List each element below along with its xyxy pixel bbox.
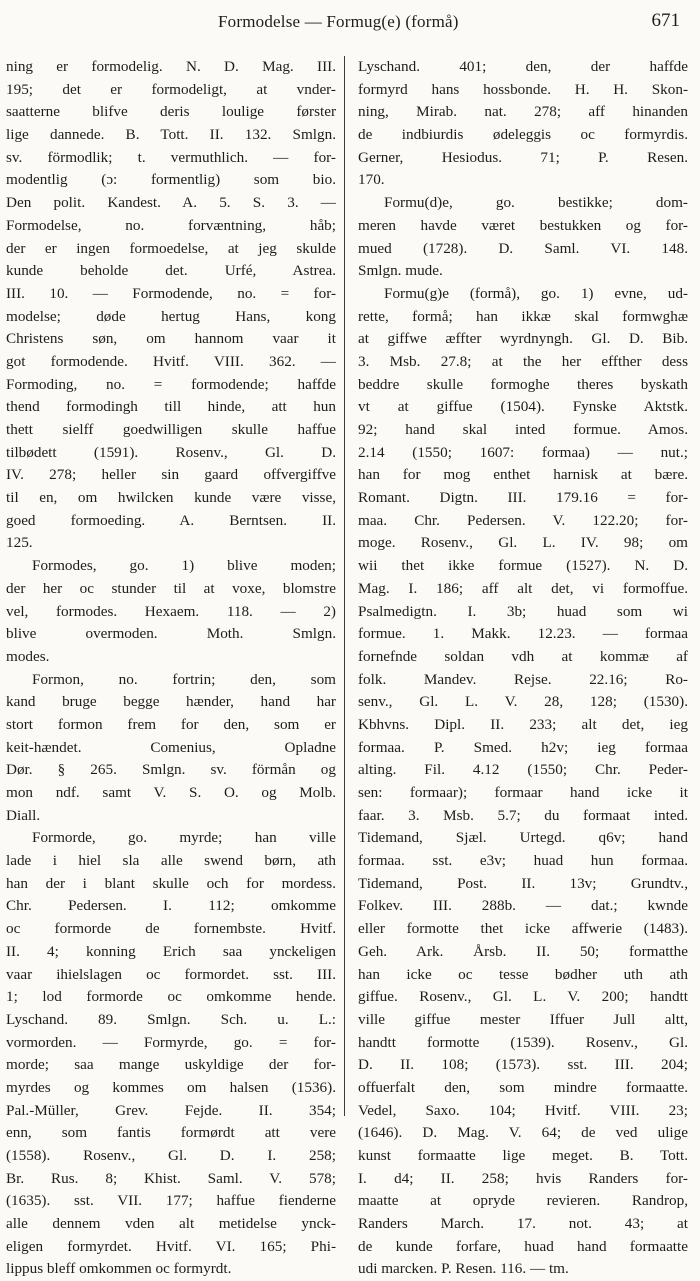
- text-line: enn, som fantis formørdt att vere: [6, 1124, 336, 1142]
- text-line: formaa. P. Smed. h2v; ieg formaa: [358, 738, 688, 756]
- text-line: modes.: [6, 647, 50, 665]
- text-line: formue. 1. Makk. 12.23. — formaa: [358, 625, 688, 643]
- text-line: Mag. I. 186; aff alt det, vi formoffue.: [358, 579, 688, 597]
- text-line: rette, formå; han ikkæ skal formwghæ: [358, 307, 688, 325]
- text-line: vel, formodes. Hexaem. 118. — 2): [6, 602, 336, 620]
- text-line: D. II. 108; (1573). sst. III. 204;: [358, 1056, 688, 1074]
- text-line: til en, om hwilcken kunde være visse,: [6, 489, 336, 507]
- text-line: udi marcken. P. Resen. 116. — tm.: [358, 1260, 569, 1278]
- text-line: ning, Mirab. nat. 278; aff hinanden: [358, 103, 688, 121]
- text-line: III. 10. — Formodende, no. = for-: [6, 284, 336, 302]
- text-line: ville giffue mester Iffuer Jull altt,: [358, 1010, 688, 1028]
- text-line: Formoding, no. = formodende; haffde: [6, 375, 336, 393]
- text-line: Smlgn. mude.: [358, 262, 443, 280]
- text-line: Formodes, go. 1) blive moden;: [32, 557, 336, 575]
- text-line: (1646). D. Mag. V. 64; de ved ulige: [358, 1124, 688, 1142]
- text-line: Christens søn, om hannom vaar it: [6, 330, 336, 348]
- text-line: (1635). sst. VII. 177; haffue fienderne: [6, 1192, 336, 1210]
- text-line: I. d4; II. 258; hvis Randers for-: [358, 1169, 688, 1187]
- text-line: alle dennem vden alt metidelse ynck-: [6, 1215, 336, 1233]
- text-line: Dør. § 265. Smlgn. sv. förmån og: [6, 761, 336, 779]
- text-line: Formon, no. fortrin; den, som: [32, 670, 336, 688]
- text-line: Pal.-Müller, Grev. Fejde. II. 354;: [6, 1101, 336, 1119]
- text-line: de indbiurdis ødeleggis oc formyrdis.: [358, 126, 688, 144]
- text-line: got formodende. Hvitf. VIII. 362. —: [6, 352, 336, 370]
- text-line: beddre skulle formoghe theres byskath: [358, 375, 688, 393]
- text-line: saatterne blifve deris loulige førster: [6, 103, 336, 121]
- text-line: Lyschand. 89. Smlgn. Sch. u. L.:: [6, 1010, 336, 1028]
- text-line: myrdes og kommes om halsen (1536).: [6, 1078, 336, 1096]
- page-header: [0, 0, 700, 46]
- text-line: 92; hand skal inted formue. Amos.: [358, 421, 688, 438]
- text-line: oc formorde de fornembste. Hvitf.: [6, 920, 336, 938]
- text-line: lige dannede. B. Tott. II. 132. Smlgn.: [6, 126, 336, 144]
- text-line: Chr. Pedersen. I. 112; omkomme: [6, 897, 336, 915]
- text-line: tilbødett (1591). Rosenv., Gl. D.: [6, 443, 336, 461]
- text-line: at giffwe æffter wyrdnyngh. Gl. D. Bib.: [358, 330, 688, 348]
- text-line: maatte at opryde revieren. Randrop,: [358, 1192, 688, 1210]
- text-line: handtt formotte (1539). Rosenv., Gl.: [358, 1033, 688, 1051]
- text-line: Lyschand. 401; den, der haffde: [358, 58, 688, 75]
- text-line: 195; det er formodeligt, at vnder-: [6, 80, 336, 98]
- text-line: kand bruge begge hænder, hand har: [6, 693, 336, 711]
- text-line: IV. 278; heller sin gaard offvergiffve: [6, 466, 336, 484]
- text-line: Formodelse, no. forvæntning, håb;: [6, 216, 336, 234]
- text-line: mued (1728). D. Saml. VI. 148.: [358, 239, 688, 257]
- text-line: stort formon frem for den, som er: [6, 715, 336, 733]
- text-line: fornefnde soldan vdh at kommæ af: [358, 647, 688, 665]
- text-line: han icke oc tesse bødher uth ath: [358, 965, 688, 983]
- text-line: Kbhvns. Dipl. II. 233; alt det, ieg: [358, 715, 688, 733]
- text-line: moge. Rosenv., Gl. L. IV. 98; om: [358, 534, 688, 552]
- text-line: II. 4; konning Erich saa ynckeligen: [6, 942, 336, 960]
- text-line: blive overmoden. Moth. Smlgn.: [6, 625, 336, 643]
- text-line: Diall.: [6, 806, 41, 824]
- text-line: sen: formaar); formaar hand icke it: [358, 784, 688, 801]
- running-head: Formodelse — Formug(e) (formå): [218, 12, 459, 31]
- text-line: 170.: [358, 171, 385, 189]
- text-line: Tidemand, Post. II. 13v; Grundtv.,: [358, 874, 688, 892]
- text-line: thett sielff goedwilligen skulle haffue: [6, 421, 336, 438]
- text-line: meren havde været bestukken og for-: [358, 216, 688, 234]
- text-line: sv. förmodlik; t. vermuthlich. — for-: [6, 148, 336, 166]
- text-line: vt at giffue (1504). Fynske Aktstk.: [358, 398, 688, 416]
- text-line: alting. Fil. 4.12 (1550; Chr. Peder-: [358, 761, 688, 779]
- column-divider: [344, 56, 345, 1116]
- text-line: ning er formodelig. N. D. Mag. III.: [6, 58, 336, 75]
- text-line: Folkev. III. 288b. — dat.; kwnde: [358, 897, 688, 915]
- text-line: modentlig (ɔ: formentlig) som bio.: [6, 171, 336, 189]
- text-line: mon ndf. samt V. S. O. og Molb.: [6, 784, 336, 801]
- text-line: Geh. Ark. Årsb. II. 50; formatthe: [358, 942, 688, 960]
- text-line: folk. Mandev. Rejse. 22.16; Ro-: [358, 670, 688, 688]
- text-line: modelse; døde hertug Hans, kong: [6, 307, 336, 325]
- text-line: Den polit. Kandest. A. 5. S. 3. —: [6, 194, 336, 212]
- text-line: faar. 3. Msb. 5.7; du formaat inted.: [358, 806, 688, 824]
- text-line: Gerner, Hesiodus. 71; P. Resen.: [358, 148, 688, 166]
- text-line: goed formoeding. A. Berntsen. II.: [6, 511, 336, 529]
- text-line: der er ingen formoedelse, at jeg skulde: [6, 239, 336, 257]
- text-line: keit-hændet. Comenius, Opladne: [6, 738, 336, 756]
- right-column: [358, 56, 688, 1281]
- text-line: 2.14 (1550; 1607: formaa) — nut.;: [358, 443, 688, 461]
- text-line: Psalmedigtn. I. 3b; huad som wi: [358, 602, 688, 620]
- text-line: de kunde forfare, huad hand formaatte: [358, 1237, 688, 1255]
- text-line: vaar ihielslagen oc formordet. sst. III.: [6, 965, 336, 983]
- text-line: (1558). Rosenv., Gl. D. I. 258;: [6, 1147, 336, 1164]
- text-line: formyrd hans hossbonde. H. H. Skon-: [358, 80, 688, 98]
- text-line: eller formotte thet icke affwerie (1483).: [358, 920, 688, 938]
- text-line: kunde beholde det. Urfé, Astrea.: [6, 262, 336, 280]
- text-line: eligen formyrdet. Hvitf. VI. 165; Phi-: [6, 1237, 336, 1255]
- text-line: lippus bleff omkommen oc formyrdt.: [6, 1260, 232, 1278]
- text-line: morde; saa mange uskyldige der for-: [6, 1056, 336, 1074]
- text-line: wii thet ikke formue (1527). N. D.: [358, 557, 688, 575]
- text-line: Br. Rus. 8; Khist. Saml. V. 578;: [6, 1169, 336, 1187]
- text-line: maa. Chr. Pedersen. V. 122.20; for-: [358, 511, 688, 529]
- text-line: Romant. Digtn. III. 179.16 = for-: [358, 489, 688, 507]
- text-line: kunst formaatte lige meget. B. Tott.: [358, 1147, 688, 1164]
- left-column: [6, 56, 336, 1281]
- text-line: Formu(g)e (formå), go. 1) evne, ud-: [384, 284, 688, 302]
- text-line: 125.: [6, 534, 33, 552]
- text-line: Vedel, Saxo. 104; Hvitf. VIII. 23;: [358, 1101, 688, 1119]
- text-line: 3. Msb. 27.8; at the her effther dess: [358, 352, 688, 370]
- text-line: vormorden. — Formyrde, go. = for-: [6, 1033, 336, 1051]
- text-line: der her oc stunder til at voxe, blomstre: [6, 579, 336, 597]
- text-line: Tidemand, Sjæl. Urtegd. q6v; hand: [358, 829, 688, 847]
- text-line: senv., Gl. L. V. 28, 128; (1530).: [358, 693, 688, 711]
- text-line: thend formodingh till hinde, att hun: [6, 398, 336, 416]
- text-line: 1; lod formorde oc omkomme hende.: [6, 988, 336, 1006]
- text-line: han der i blant skulle och for mordess.: [6, 874, 336, 892]
- text-line: offuerfalt den, som mindre formaatte.: [358, 1078, 688, 1096]
- text-line: lade i hiel sla alle swend børn, ath: [6, 852, 336, 870]
- text-line: Randers March. 17. not. 43; at: [358, 1215, 688, 1233]
- text-line: giffue. Rosenv., Gl. L. V. 200; handtt: [358, 988, 688, 1006]
- text-line: Formu(d)e, go. bestikke; dom-: [384, 194, 688, 212]
- text-line: Formorde, go. myrde; han ville: [32, 829, 336, 847]
- text-line: han for mog enthet harnisk at bære.: [358, 466, 688, 484]
- page-number: 671: [651, 10, 680, 31]
- text-line: formaa. sst. e3v; huad hun formaa.: [358, 852, 688, 870]
